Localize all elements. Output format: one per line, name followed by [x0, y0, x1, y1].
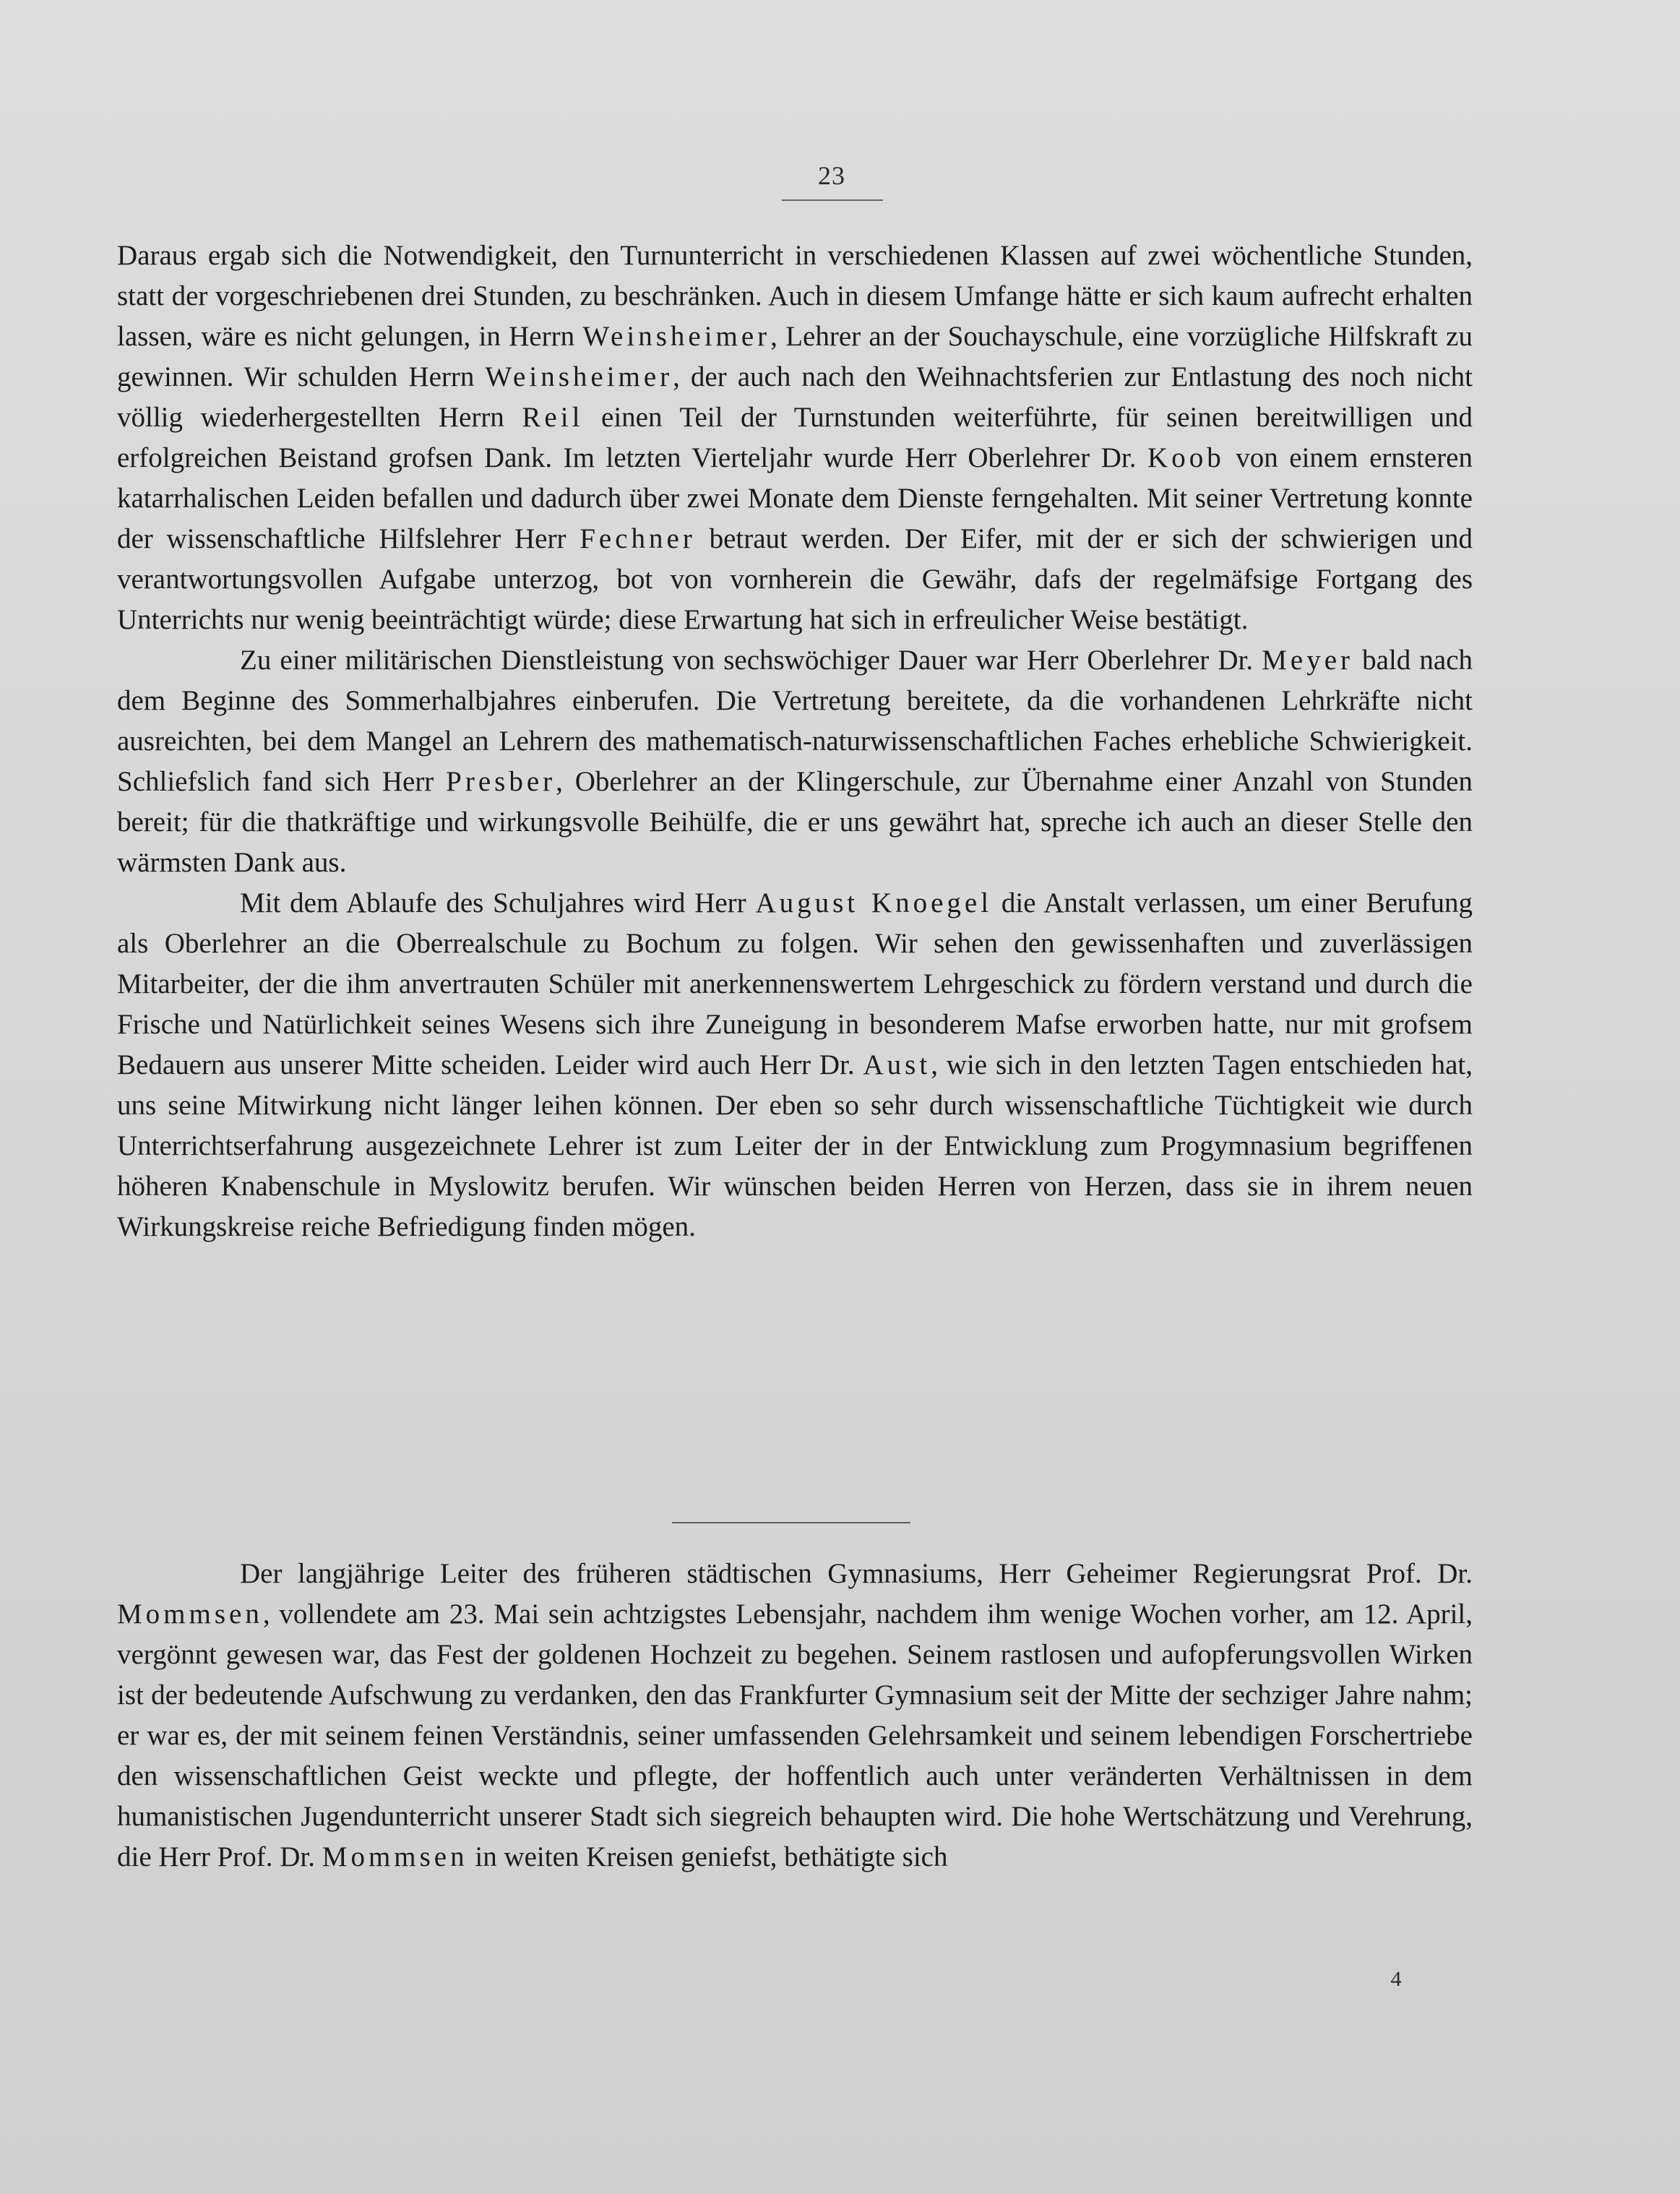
text-segment: , der auch nach den Weihnachtsferien zur Entlastung des noch nicht völlig wiederhergestellten Herrn — [117, 361, 1473, 433]
spaced-name: Aust — [863, 1049, 931, 1080]
text-segment: einen Teil der Turnstunden weiterführte, für seinen bereitwilligen und erfolgreichen Beistand grofsen Dank. Im letzten Vierteljahr wurde Herr Oberlehrer Dr. — [117, 402, 1473, 473]
spaced-name: Fechner — [580, 523, 696, 554]
paragraph-turnunterricht — [117, 236, 1473, 640]
spaced-name: Koob — [1147, 442, 1225, 473]
text-segment: , wie sich in den letzten Tagen entschieden hat, uns seine Mitwirkung nicht länger leihen können. Der eben so sehr durch wissenschaftliche Tüchtigkeit wie durch Unterrichtserfahrung ausgezeichnete Lehrer ist zum Leiter der in der Entwicklung zum Progymnasium begriffenen höheren Knabenschule in Myslowitz berufen. Wir wünschen beiden Herren von Herzen, dass sie in ihrem neuen Wirkungskreise reiche Befriedigung finden mögen. — [117, 1049, 1473, 1242]
spaced-name: Weinsheimer — [582, 321, 771, 352]
paragraph-schuljahr — [117, 883, 1473, 1247]
text-segment: die Anstalt verlassen, um einer Berufung als Oberlehrer an die Oberrealschule zu Bochum zu folgen. Wir sehen den gewissenhaften und zuverlässigen Mitarbeiter, der die ihm anvertrauten Schüler mit anerkennenswertem Lehrgeschick zu fördern verstand und durch die Frische und Natürlichkeit seines Wesens sich ihre Zuneigung in besonderem Mafse erworben hatte, nur mit grofsem Bedauern aus unserer Mitte scheiden. Leider wird auch Herr Dr. — [117, 887, 1473, 1080]
text-segment: bald nach dem Beginne des Sommerhalbjahres einberufen. Die Vertretung bereitete, da die vorhandenen Lehrkräfte nicht ausreichten, bei dem Mangel an Lehrern des mathematisch-naturwissenschaftlichen Faches erhebliche Schwierigkeit. Schliefslich fand sich Herr — [117, 645, 1473, 797]
spaced-name: Reil — [522, 402, 584, 433]
spaced-name: Presber — [446, 766, 556, 797]
text-segment: Daraus ergab sich die Notwendigkeit, den Turnunterricht in verschiedenen Klassen auf zwei wöchentliche Stunden, statt der vorgeschriebenen drei Stunden, zu beschränken. Auch in diesem Umfange hätte er sich kaum aufrecht erhalten lassen, wäre es nicht gelungen, in Herrn — [117, 240, 1473, 352]
section-staff-changes — [117, 236, 1473, 1247]
text-segment: betraut werden. Der Eifer, mit der er sich der schwierigen und verantwortungsvollen Aufgabe unterzog, bot von vornherein die Gewähr, dafs der regelmäfsige Fortgang des Unterrichts nur wenig beeinträchtigt würde; diese Erwartung hat sich in erfreulicher Weise bestätigt. — [117, 523, 1473, 635]
text-segment: von einem ernsteren katarrhalischen Leiden befallen und dadurch über zwei Monate dem Dienste ferngehalten. Mit seiner Vertretung konnte der wissenschaftliche Hilfslehrer Herr — [117, 442, 1473, 554]
text-segment: , Lehrer an der Souchayschule, eine vorzügliche Hilfskraft zu gewinnen. Wir schulden Herrn — [117, 321, 1473, 392]
spaced-name: Mommsen — [322, 1841, 468, 1872]
paragraph-dienstleistung — [117, 640, 1473, 883]
paragraph-mommsen — [117, 1554, 1473, 1877]
section-mommsen — [117, 1554, 1473, 1877]
text-segment: Der langjährige Leiter des früheren städtischen Gymnasiums, Herr Geheimer Regierungsrat Prof. Dr. — [240, 1558, 1473, 1589]
text-segment: in weiten Kreisen geniefst, bethätigte sich — [468, 1841, 948, 1872]
spaced-name: Meyer — [1262, 645, 1354, 676]
text-segment: , Oberlehrer an der Klingerschule, zur Übernahme einer Anzahl von Stunden bereit; für die thatkräftige und wirkungsvolle Beihülfe, die er uns gewährt hat, spreche ich auch an dieser Stelle den wärmsten Dank aus. — [117, 766, 1473, 878]
section-divider — [672, 1522, 910, 1523]
page-number-rule — [782, 199, 883, 201]
signature-mark: 4 — [1390, 1967, 1402, 1991]
spaced-name: Mommsen — [117, 1599, 263, 1630]
spaced-name: August Knoegel — [755, 887, 993, 919]
text-segment: , vollendete am 23. Mai sein achtzigstes Lebensjahr, nachdem ihm wenige Wochen vorher, am 12. April, vergönnt gewesen war, das Fest der goldenen Hochzeit zu begehen. Seinem rastlosen und aufopferungsvollen Wirken ist der bedeutende Aufschwung zu verdanken, den das Frankfurter Gymnasium seit der Mitte der sechziger Jahre nahm; er war es, der mit seinem feinen Verständnis, seiner umfassenden Gelehrsamkeit und seinem lebendigen Forschertriebe den wissenschaftlichen Geist weckte und pflegte, der hoffentlich auch unter veränderten Verhältnissen in dem humanistischen Jugendunterricht unserer Stadt sich siegreich behaupten wird. Die hohe Wertschätzung und Verehrung, die Herr Prof. Dr. — [117, 1599, 1473, 1872]
spaced-name: Weinsheimer — [485, 361, 673, 392]
page-number: 23 — [818, 161, 845, 190]
text-segment: Zu einer militärischen Dienstleistung von sechswöchiger Dauer war Herr Oberlehrer Dr. — [240, 645, 1262, 676]
text-segment: Mit dem Ablaufe des Schuljahres wird Herr — [240, 887, 756, 919]
